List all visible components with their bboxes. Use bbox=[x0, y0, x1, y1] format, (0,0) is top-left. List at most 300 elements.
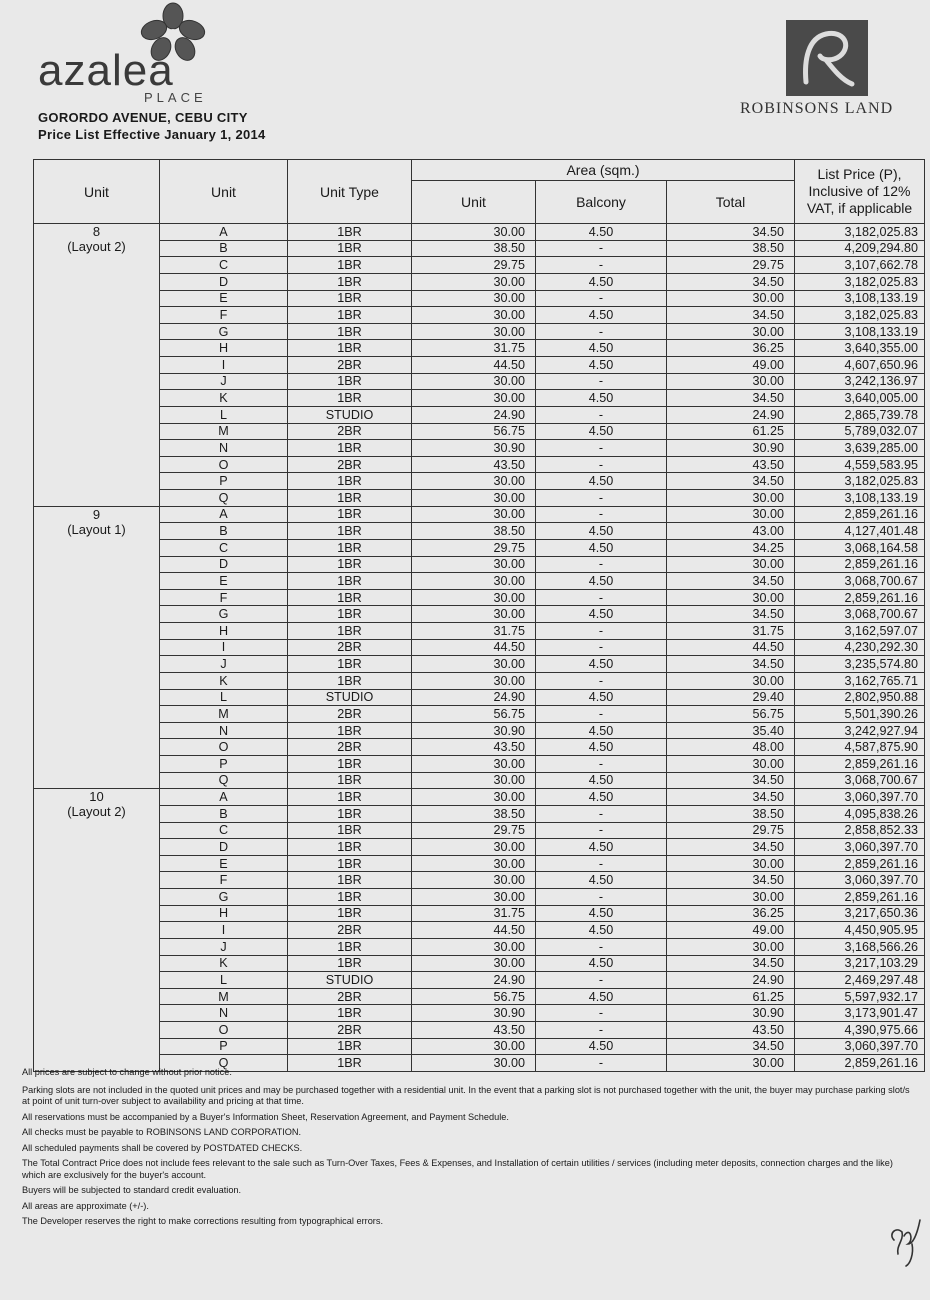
list-price: 4,607,650.96 bbox=[795, 357, 925, 374]
area-unit: 30.00 bbox=[412, 390, 536, 407]
list-price: 3,162,765.71 bbox=[795, 672, 925, 689]
unit-type: 2BR bbox=[288, 988, 412, 1005]
list-price: 2,859,261.16 bbox=[795, 556, 925, 573]
list-price: 3,640,355.00 bbox=[795, 340, 925, 357]
area-balcony: - bbox=[536, 706, 667, 723]
area-balcony: 4.50 bbox=[536, 689, 667, 706]
unit-letter: E bbox=[160, 855, 288, 872]
area-balcony: 4.50 bbox=[536, 988, 667, 1005]
area-unit: 31.75 bbox=[412, 340, 536, 357]
area-total: 30.00 bbox=[667, 756, 795, 773]
table-row bbox=[34, 739, 925, 756]
area-unit: 30.00 bbox=[412, 290, 536, 307]
unit-letter: M bbox=[160, 423, 288, 440]
table-row bbox=[34, 573, 925, 590]
list-price: 4,095,838.26 bbox=[795, 805, 925, 822]
area-balcony: - bbox=[536, 855, 667, 872]
area-total: 61.25 bbox=[667, 988, 795, 1005]
table-row bbox=[34, 822, 925, 839]
unit-type: 1BR bbox=[288, 323, 412, 340]
table-row bbox=[34, 1038, 925, 1055]
area-unit: 24.90 bbox=[412, 972, 536, 989]
area-unit: 31.75 bbox=[412, 905, 536, 922]
list-price: 4,559,583.95 bbox=[795, 456, 925, 473]
note: All prices are subject to change without prior notice. bbox=[22, 1067, 232, 1077]
note: Buyers will be subjected to standard credit evaluation. bbox=[22, 1185, 242, 1195]
table-row bbox=[34, 539, 925, 556]
area-balcony: - bbox=[536, 323, 667, 340]
area-total: 35.40 bbox=[667, 722, 795, 739]
area-unit: 24.90 bbox=[412, 406, 536, 423]
unit-letter: Q bbox=[160, 772, 288, 789]
note: All scheduled payments shall be covered by POSTDATED CHECKS. bbox=[22, 1142, 303, 1153]
area-balcony: - bbox=[536, 623, 667, 640]
area-total: 30.00 bbox=[667, 323, 795, 340]
area-balcony: - bbox=[536, 822, 667, 839]
area-unit: 38.50 bbox=[412, 240, 536, 257]
list-price: 3,060,397.70 bbox=[795, 872, 925, 889]
area-unit: 30.00 bbox=[412, 1055, 536, 1072]
table-row bbox=[34, 390, 925, 407]
area-balcony: - bbox=[536, 972, 667, 989]
area-balcony: - bbox=[536, 589, 667, 606]
area-unit: 56.75 bbox=[412, 706, 536, 723]
area-balcony: - bbox=[536, 490, 667, 507]
area-unit: 24.90 bbox=[412, 689, 536, 706]
area-balcony: 4.50 bbox=[536, 722, 667, 739]
area-balcony: - bbox=[536, 440, 667, 457]
list-price: 2,859,261.16 bbox=[795, 1055, 925, 1072]
col-header-floor: Unit bbox=[34, 160, 160, 224]
unit-type: 1BR bbox=[288, 822, 412, 839]
area-unit: 30.00 bbox=[412, 855, 536, 872]
area-total: 43.00 bbox=[667, 523, 795, 540]
floor-layout: (Layout 1) bbox=[67, 521, 126, 537]
area-unit: 43.50 bbox=[412, 739, 536, 756]
unit-type: 1BR bbox=[288, 789, 412, 806]
area-total: 34.50 bbox=[667, 656, 795, 673]
area-total: 49.00 bbox=[667, 922, 795, 939]
area-balcony: - bbox=[536, 672, 667, 689]
unit-type: 1BR bbox=[288, 539, 412, 556]
unit-type: 1BR bbox=[288, 623, 412, 640]
area-total: 49.00 bbox=[667, 357, 795, 374]
area-balcony: - bbox=[536, 1005, 667, 1022]
table-row bbox=[34, 805, 925, 822]
area-total: 61.25 bbox=[667, 423, 795, 440]
unit-letter: B bbox=[160, 240, 288, 257]
unit-letter: I bbox=[160, 922, 288, 939]
table-row bbox=[34, 406, 925, 423]
unit-letter: J bbox=[160, 938, 288, 955]
area-balcony: 4.50 bbox=[536, 307, 667, 324]
list-price: 3,242,136.97 bbox=[795, 373, 925, 390]
area-balcony: 4.50 bbox=[536, 423, 667, 440]
list-price: 3,217,103.29 bbox=[795, 955, 925, 972]
area-total: 31.75 bbox=[667, 623, 795, 640]
unit-type: 1BR bbox=[288, 839, 412, 856]
list-price: 2,859,261.16 bbox=[795, 589, 925, 606]
area-total: 34.50 bbox=[667, 1038, 795, 1055]
developer-name: ROBINSONS LAND bbox=[740, 100, 894, 117]
area-unit: 30.00 bbox=[412, 323, 536, 340]
unit-letter: M bbox=[160, 706, 288, 723]
floor-layout: (Layout 2) bbox=[67, 804, 126, 820]
table-row bbox=[34, 323, 925, 340]
area-total: 36.25 bbox=[667, 905, 795, 922]
area-unit: 30.00 bbox=[412, 589, 536, 606]
col-header-area: Area (sqm.) bbox=[412, 160, 795, 181]
unit-letter: N bbox=[160, 722, 288, 739]
list-price: 2,865,739.78 bbox=[795, 406, 925, 423]
table-row bbox=[34, 423, 925, 440]
area-total: 36.25 bbox=[667, 340, 795, 357]
unit-letter: F bbox=[160, 872, 288, 889]
unit-type: 1BR bbox=[288, 240, 412, 257]
area-total: 43.50 bbox=[667, 1022, 795, 1039]
area-balcony: 4.50 bbox=[536, 839, 667, 856]
area-balcony: - bbox=[536, 240, 667, 257]
unit-letter: G bbox=[160, 606, 288, 623]
floor-number: 9 bbox=[92, 506, 101, 522]
area-balcony: - bbox=[536, 290, 667, 307]
list-price: 3,108,133.19 bbox=[795, 323, 925, 340]
list-price: 5,789,032.07 bbox=[795, 423, 925, 440]
area-total: 34.50 bbox=[667, 273, 795, 290]
unit-letter: N bbox=[160, 1005, 288, 1022]
table-row bbox=[34, 1022, 925, 1039]
note: All reservations must be accompanied by a Buyer's Information Sheet, Reservation Agreement, and Payment Schedule. bbox=[22, 1111, 509, 1122]
table-row bbox=[34, 307, 925, 324]
area-unit: 43.50 bbox=[412, 1022, 536, 1039]
list-price: 3,640,005.00 bbox=[795, 390, 925, 407]
floor-cell bbox=[34, 789, 160, 1072]
area-total: 30.00 bbox=[667, 290, 795, 307]
unit-type: 1BR bbox=[288, 905, 412, 922]
table-row bbox=[34, 357, 925, 374]
area-balcony: - bbox=[536, 1022, 667, 1039]
azalea-logo bbox=[38, 2, 218, 105]
unit-type: 2BR bbox=[288, 1022, 412, 1039]
list-price: 3,182,025.83 bbox=[795, 224, 925, 241]
area-total: 34.50 bbox=[667, 606, 795, 623]
table-row bbox=[34, 905, 925, 922]
unit-type: 2BR bbox=[288, 423, 412, 440]
list-price: 3,068,700.67 bbox=[795, 573, 925, 590]
area-unit: 31.75 bbox=[412, 623, 536, 640]
unit-letter: Q bbox=[160, 490, 288, 507]
area-unit: 44.50 bbox=[412, 639, 536, 656]
col-header-list-price: List Price (P), Inclusive of 12% VAT, if applicable bbox=[795, 160, 925, 224]
area-total: 29.75 bbox=[667, 257, 795, 274]
area-total: 48.00 bbox=[667, 739, 795, 756]
area-total: 30.00 bbox=[667, 373, 795, 390]
unit-type: 1BR bbox=[288, 373, 412, 390]
area-total: 30.00 bbox=[667, 938, 795, 955]
area-total: 34.50 bbox=[667, 390, 795, 407]
area-balcony: 4.50 bbox=[536, 1038, 667, 1055]
area-total: 56.75 bbox=[667, 706, 795, 723]
area-unit: 30.00 bbox=[412, 273, 536, 290]
table-row bbox=[34, 473, 925, 490]
project-address: GORORDO AVENUE, CEBU CITY bbox=[38, 110, 248, 125]
unit-letter: M bbox=[160, 988, 288, 1005]
list-price: 3,168,566.26 bbox=[795, 938, 925, 955]
unit-letter: O bbox=[160, 1022, 288, 1039]
col-header-area-unit: Unit bbox=[412, 181, 536, 224]
area-total: 34.50 bbox=[667, 573, 795, 590]
unit-type: 1BR bbox=[288, 656, 412, 673]
list-price: 3,068,700.67 bbox=[795, 772, 925, 789]
area-total: 30.00 bbox=[667, 556, 795, 573]
unit-letter: I bbox=[160, 639, 288, 656]
table-row bbox=[34, 440, 925, 457]
unit-letter: C bbox=[160, 257, 288, 274]
floor-cell bbox=[34, 224, 160, 507]
area-total: 30.00 bbox=[667, 1055, 795, 1072]
area-total: 24.90 bbox=[667, 406, 795, 423]
unit-type: 1BR bbox=[288, 889, 412, 906]
floor-number: 10 bbox=[89, 789, 104, 805]
area-unit: 30.00 bbox=[412, 872, 536, 889]
area-balcony: - bbox=[536, 556, 667, 573]
note: Parking slots are not included in the quoted unit prices and may be purchased together with a residential unit. In the event that a parking slot is not purchased together with the unit, the buyer may purchase parking slot/s at point of unit turn-over subject to availability and pricing at that time. bbox=[22, 1084, 910, 1106]
list-price: 3,068,700.67 bbox=[795, 606, 925, 623]
area-unit: 29.75 bbox=[412, 539, 536, 556]
list-price: 3,182,025.83 bbox=[795, 307, 925, 324]
area-balcony: 4.50 bbox=[536, 539, 667, 556]
unit-letter: B bbox=[160, 523, 288, 540]
area-balcony: - bbox=[536, 1055, 667, 1072]
unit-letter: C bbox=[160, 822, 288, 839]
unit-letter: E bbox=[160, 573, 288, 590]
table-row bbox=[34, 373, 925, 390]
unit-type: 1BR bbox=[288, 955, 412, 972]
unit-letter: O bbox=[160, 739, 288, 756]
list-price: 3,242,927.94 bbox=[795, 722, 925, 739]
list-price: 4,450,905.95 bbox=[795, 922, 925, 939]
note: The Developer reserves the right to make corrections resulting from typographical errors. bbox=[22, 1216, 384, 1226]
area-balcony: - bbox=[536, 456, 667, 473]
unit-letter: Q bbox=[160, 1055, 288, 1072]
area-balcony: 4.50 bbox=[536, 357, 667, 374]
area-balcony: 4.50 bbox=[536, 340, 667, 357]
table-row bbox=[34, 756, 925, 773]
logo-wordmark: azalea bbox=[38, 46, 174, 95]
list-price: 2,859,261.16 bbox=[795, 889, 925, 906]
unit-type: 1BR bbox=[288, 756, 412, 773]
area-unit: 30.00 bbox=[412, 839, 536, 856]
logo-subtitle: PLACE bbox=[144, 90, 207, 105]
area-total: 29.40 bbox=[667, 689, 795, 706]
area-unit: 38.50 bbox=[412, 523, 536, 540]
unit-type: 1BR bbox=[288, 490, 412, 507]
unit-type: 1BR bbox=[288, 556, 412, 573]
unit-letter: L bbox=[160, 689, 288, 706]
area-unit: 30.00 bbox=[412, 1038, 536, 1055]
area-balcony: 4.50 bbox=[536, 905, 667, 922]
area-unit: 30.00 bbox=[412, 789, 536, 806]
note: All checks must be payable to ROBINSONS LAND CORPORATION. bbox=[22, 1127, 302, 1137]
table-row bbox=[34, 722, 925, 739]
list-price: 5,597,932.17 bbox=[795, 988, 925, 1005]
area-total: 30.90 bbox=[667, 440, 795, 457]
table-row bbox=[34, 523, 925, 540]
list-price: 2,859,261.16 bbox=[795, 756, 925, 773]
unit-type: 1BR bbox=[288, 872, 412, 889]
unit-type: STUDIO bbox=[288, 689, 412, 706]
unit-letter: D bbox=[160, 839, 288, 856]
unit-letter: P bbox=[160, 1038, 288, 1055]
area-unit: 30.00 bbox=[412, 889, 536, 906]
list-price: 2,859,261.16 bbox=[795, 506, 925, 523]
unit-type: 1BR bbox=[288, 506, 412, 523]
area-balcony: - bbox=[536, 805, 667, 822]
price-list-table bbox=[33, 159, 925, 1072]
unit-type: 1BR bbox=[288, 606, 412, 623]
table-row bbox=[34, 606, 925, 623]
table-row bbox=[34, 656, 925, 673]
list-price: 3,108,133.19 bbox=[795, 490, 925, 507]
area-total: 24.90 bbox=[667, 972, 795, 989]
table-row bbox=[34, 672, 925, 689]
area-total: 29.75 bbox=[667, 822, 795, 839]
area-total: 34.50 bbox=[667, 789, 795, 806]
list-price: 3,060,397.70 bbox=[795, 1038, 925, 1055]
area-balcony: 4.50 bbox=[536, 273, 667, 290]
area-unit: 56.75 bbox=[412, 988, 536, 1005]
list-price: 4,127,401.48 bbox=[795, 523, 925, 540]
unit-type: 1BR bbox=[288, 938, 412, 955]
area-total: 38.50 bbox=[667, 240, 795, 257]
unit-type: 2BR bbox=[288, 456, 412, 473]
list-price: 4,209,294.80 bbox=[795, 240, 925, 257]
unit-letter: L bbox=[160, 406, 288, 423]
area-total: 34.50 bbox=[667, 473, 795, 490]
unit-type: 2BR bbox=[288, 739, 412, 756]
table-row bbox=[34, 1005, 925, 1022]
area-unit: 30.00 bbox=[412, 955, 536, 972]
list-price: 3,182,025.83 bbox=[795, 273, 925, 290]
unit-type: STUDIO bbox=[288, 972, 412, 989]
unit-letter: H bbox=[160, 623, 288, 640]
area-balcony: 4.50 bbox=[536, 606, 667, 623]
area-unit: 30.00 bbox=[412, 656, 536, 673]
unit-letter: L bbox=[160, 972, 288, 989]
unit-letter: J bbox=[160, 373, 288, 390]
list-price: 3,162,597.07 bbox=[795, 623, 925, 640]
area-balcony: 4.50 bbox=[536, 739, 667, 756]
table-row bbox=[34, 689, 925, 706]
unit-letter: J bbox=[160, 656, 288, 673]
table-row bbox=[34, 922, 925, 939]
area-unit: 30.00 bbox=[412, 606, 536, 623]
note: The Total Contract Price does not include fees relevant to the sale such as Turn-Over Taxes, Fees & Expenses, and Installation of certain utilities / services (including meter deposits, connection charges and the like) which are exclusively for the buyer's account. bbox=[22, 1158, 893, 1180]
table-row bbox=[34, 490, 925, 507]
area-balcony: 4.50 bbox=[536, 922, 667, 939]
unit-type: 1BR bbox=[288, 772, 412, 789]
unit-letter: P bbox=[160, 756, 288, 773]
unit-type: 2BR bbox=[288, 706, 412, 723]
area-total: 30.00 bbox=[667, 589, 795, 606]
unit-type: 1BR bbox=[288, 273, 412, 290]
list-price: 3,182,025.83 bbox=[795, 473, 925, 490]
area-unit: 38.50 bbox=[412, 805, 536, 822]
unit-type: 1BR bbox=[288, 440, 412, 457]
col-header-unit: Unit bbox=[160, 160, 288, 224]
area-balcony: 4.50 bbox=[536, 789, 667, 806]
area-total: 43.50 bbox=[667, 456, 795, 473]
unit-type: 1BR bbox=[288, 672, 412, 689]
area-total: 38.50 bbox=[667, 805, 795, 822]
unit-type: 1BR bbox=[288, 573, 412, 590]
list-price: 3,217,650.36 bbox=[795, 905, 925, 922]
signature-initials bbox=[884, 1210, 930, 1270]
table-row bbox=[34, 639, 925, 656]
list-price: 3,060,397.70 bbox=[795, 839, 925, 856]
area-unit: 29.75 bbox=[412, 257, 536, 274]
unit-letter: K bbox=[160, 390, 288, 407]
area-total: 30.00 bbox=[667, 490, 795, 507]
table-row bbox=[34, 273, 925, 290]
unit-type: 1BR bbox=[288, 805, 412, 822]
area-balcony: - bbox=[536, 506, 667, 523]
list-price: 4,390,975.66 bbox=[795, 1022, 925, 1039]
unit-type: 1BR bbox=[288, 307, 412, 324]
area-unit: 43.50 bbox=[412, 456, 536, 473]
area-balcony: 4.50 bbox=[536, 224, 667, 241]
unit-type: 1BR bbox=[288, 290, 412, 307]
list-price: 3,173,901.47 bbox=[795, 1005, 925, 1022]
unit-type: 1BR bbox=[288, 257, 412, 274]
area-total: 30.90 bbox=[667, 1005, 795, 1022]
table-row bbox=[34, 623, 925, 640]
unit-letter: G bbox=[160, 889, 288, 906]
table-row bbox=[34, 839, 925, 856]
area-unit: 30.90 bbox=[412, 722, 536, 739]
table-row bbox=[34, 772, 925, 789]
unit-letter: A bbox=[160, 789, 288, 806]
unit-type: 1BR bbox=[288, 1038, 412, 1055]
list-price: 3,108,133.19 bbox=[795, 290, 925, 307]
list-price: 3,107,662.78 bbox=[795, 257, 925, 274]
unit-letter: I bbox=[160, 357, 288, 374]
unit-letter: D bbox=[160, 273, 288, 290]
area-total: 30.00 bbox=[667, 889, 795, 906]
unit-letter: D bbox=[160, 556, 288, 573]
table-row bbox=[34, 972, 925, 989]
list-price: 2,802,950.88 bbox=[795, 689, 925, 706]
area-unit: 30.00 bbox=[412, 307, 536, 324]
unit-type: 1BR bbox=[288, 473, 412, 490]
unit-type: 1BR bbox=[288, 722, 412, 739]
area-unit: 30.00 bbox=[412, 573, 536, 590]
area-total: 34.25 bbox=[667, 539, 795, 556]
area-unit: 30.00 bbox=[412, 938, 536, 955]
table-row bbox=[34, 938, 925, 955]
col-header-area-balcony: Balcony bbox=[536, 181, 667, 224]
unit-type: STUDIO bbox=[288, 406, 412, 423]
area-balcony: - bbox=[536, 373, 667, 390]
list-price: 5,501,390.26 bbox=[795, 706, 925, 723]
list-price: 4,587,875.90 bbox=[795, 739, 925, 756]
area-total: 34.50 bbox=[667, 955, 795, 972]
unit-type: 1BR bbox=[288, 390, 412, 407]
area-balcony: - bbox=[536, 639, 667, 656]
table-row bbox=[34, 240, 925, 257]
area-unit: 30.00 bbox=[412, 473, 536, 490]
area-total: 34.50 bbox=[667, 872, 795, 889]
